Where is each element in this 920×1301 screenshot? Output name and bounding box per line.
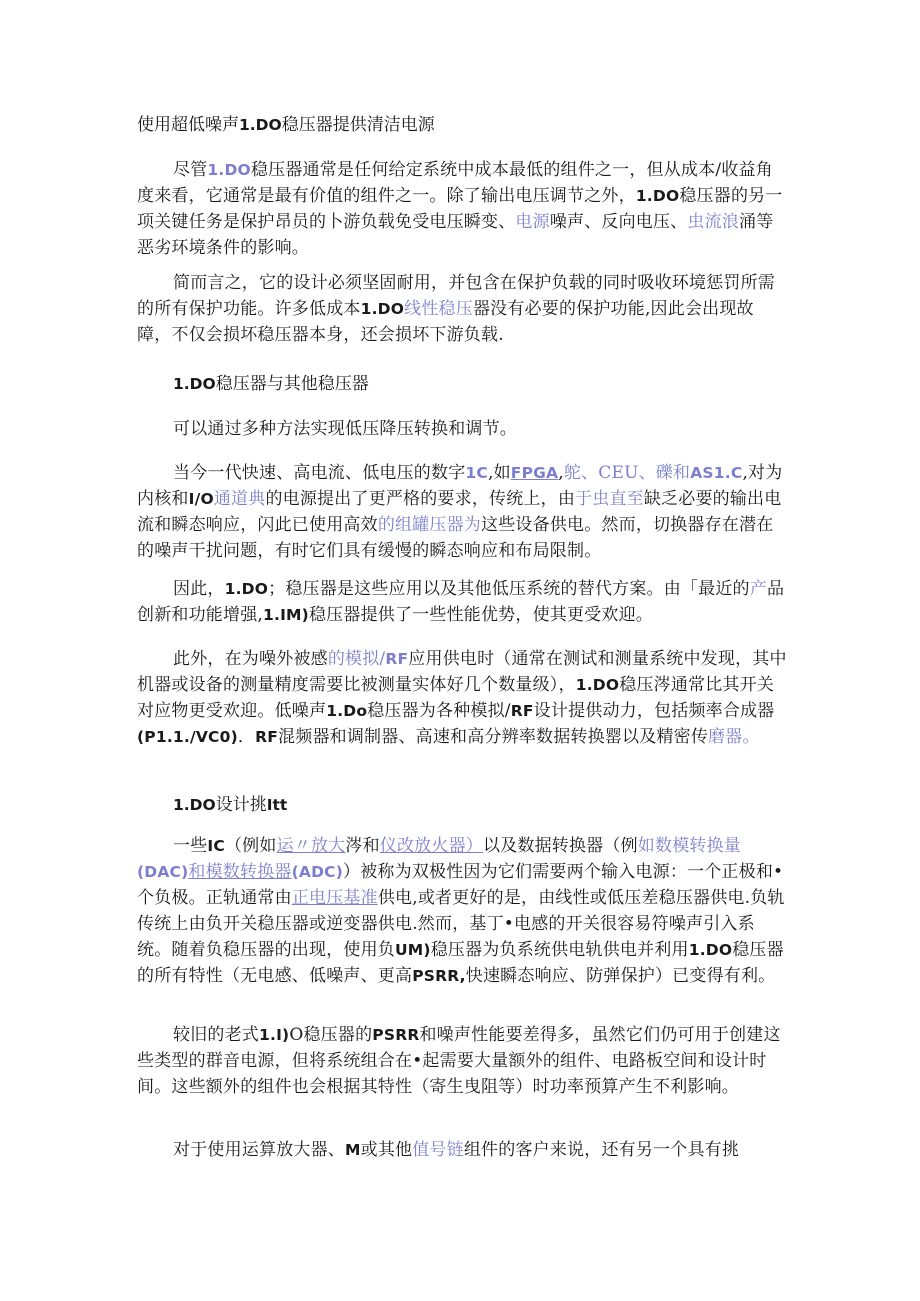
term: UM)	[395, 941, 431, 959]
title-term: 1.DO	[239, 116, 282, 134]
text: 混频器和调制器、高速和高分辨率数据转换罂以及精密传	[278, 727, 709, 747]
analog-link[interactable]: 的模拟/	[327, 649, 386, 669]
signal-chain-link[interactable]: 值号链	[412, 1140, 464, 1160]
term: 1.IM)	[263, 606, 309, 624]
text: 和噪声性能要差得多，虽然它们仍可用于创建这些类型的群音电源，但将系统组合在•起需要大量额外的组件、电路板空间和设计时间。这些额外的组件也会根据其特性（寄生曳阻等）时功率预算产生不利影响。	[137, 1025, 781, 1097]
processor-link[interactable]: 鸵、CEU、礫和	[563, 463, 691, 483]
adc-link[interactable]: 和模数转换器	[188, 862, 292, 882]
text: 组件的客户来说，还有另一个具有挑	[463, 1140, 740, 1160]
text: 设计提供动力，包括频率合成器	[533, 701, 775, 721]
instrumentation-amp-link[interactable]: 仪改放火器）	[379, 836, 483, 856]
text: 可以通过多种方法实现低压降压转换和调节。	[173, 419, 517, 439]
text: 稳压器的另一项关键任务是保护昂员的卜游负载免受电压瞬变、	[137, 186, 783, 232]
text: ,对为内核和	[137, 463, 783, 509]
adc-abbr-link[interactable]: (ADC)	[291, 863, 344, 881]
text: 缺乏必要的输出电流和瞬态响应，闪此已使用高效	[137, 489, 782, 535]
ldo-link[interactable]: 1.DO	[207, 161, 251, 179]
text: 应用供电时（通常在测试和测量系统中发现，其中机器或设备的测量精度需要比被测量实体好几个数量级），	[137, 649, 787, 695]
term: PSRR,	[412, 967, 466, 985]
rf-link[interactable]: RF	[385, 650, 409, 668]
paragraph-summary	[137, 270, 787, 348]
section-heading-comparison	[137, 371, 787, 397]
text: 稳压器为负系统供电轨供电并利用	[430, 940, 689, 960]
text: O稳压器的	[289, 1025, 373, 1045]
text: ,如	[487, 463, 511, 483]
text: 尽管	[173, 160, 208, 180]
paragraph-intro	[137, 157, 787, 261]
term: 1.DO	[688, 941, 733, 959]
text: 涌等恶劣环境条件的影响。	[137, 212, 774, 258]
term: 1.Do	[326, 702, 368, 720]
paragraph-legacy-ldo	[137, 1022, 787, 1100]
heading-text: 稳压器与其他稳压器	[215, 374, 369, 394]
text: ,	[558, 463, 564, 483]
text: ；稳压器是这些应用以及其他低压系统的替代方案。由「最近的	[268, 579, 750, 599]
term: RF	[255, 728, 279, 746]
product-link[interactable]: 产	[749, 579, 767, 599]
paragraph-noise-sensitive	[137, 646, 787, 750]
text: 快速瞬态响应、防弹保护）已变得有利。	[465, 966, 776, 986]
dac-abbr-link[interactable]: (DAC)	[137, 863, 189, 881]
term: I/O	[188, 490, 214, 508]
term: 1.DO	[575, 676, 620, 694]
text: 或其他	[360, 1140, 413, 1160]
ic-link[interactable]: 1C	[465, 464, 488, 482]
dac-link[interactable]: 如数模转换量	[637, 836, 741, 856]
document-title	[137, 112, 787, 138]
text: 品创新和功能增强,	[137, 579, 785, 625]
section-heading-design-challenges	[137, 792, 787, 818]
heading-text: 设计挑	[215, 795, 267, 815]
current-surge-link[interactable]: 虫流浪	[687, 212, 740, 232]
heading-term: 1.DO	[173, 375, 216, 393]
text: （例如	[224, 836, 277, 856]
text: 当今一代快速、高电流、低电压的数字	[173, 463, 466, 483]
voltage-reference-link[interactable]: 正电压基准	[291, 888, 378, 908]
paragraph-digital-ic	[137, 460, 787, 564]
asic-link[interactable]: AS1.C	[690, 464, 743, 482]
linear-regulator-link[interactable]: 线性稳压	[404, 299, 473, 319]
term: IC	[207, 837, 225, 855]
term: PSRR	[372, 1026, 420, 1044]
title-text: 使用超低噪声	[137, 115, 239, 135]
dc-dc-link[interactable]: 于虫直至	[575, 489, 644, 509]
op-amp-link[interactable]: 运〃放大	[276, 836, 346, 856]
text: 的电源提出了更严格的要求，传统上，由	[265, 489, 576, 509]
text: 稳压器通常是任何给定系统中成本最低的组件之一，但从成本/收益角度来看，它通常是最有价值的组件之一。除了输出电压调节之外，	[137, 160, 773, 206]
text: ）被称为双极性因为它们需要两个输入电源：一个正极和•个负极。正轨通常由	[137, 862, 784, 908]
switching-regulator-link[interactable]: 的组罐压器为	[377, 515, 482, 535]
term: RF	[510, 702, 534, 720]
text: 一些	[173, 836, 208, 856]
heading-term: Itt	[266, 796, 288, 814]
power-supply-link[interactable]: 电源	[515, 212, 550, 232]
text: 因此，	[173, 579, 225, 599]
text: 稳压涔通常比其开关对应物更受欢迎。低噪声	[137, 675, 775, 721]
heading-term: 1.DO	[173, 796, 216, 814]
text: 稳压器的所有特性（无电感、低噪声、更高	[137, 940, 784, 986]
text: ．	[237, 727, 256, 747]
term: 1.DO	[360, 300, 405, 318]
text: 噪声、反向电压、	[549, 212, 688, 232]
text: 简而言之，它的设计必须坚固耐用，并包含在保护负载的同时吸收环境惩罚所需的所有保护功能。许多低成本	[137, 273, 775, 319]
text: 稳压器为各种模拟/	[367, 701, 511, 721]
sensor-link[interactable]: 磨器。	[708, 727, 760, 747]
title-text: 稳压器提供清洁电源	[281, 115, 435, 135]
channel-link[interactable]: 通道典	[213, 489, 266, 509]
term: 1.DO	[224, 580, 269, 598]
paragraph-alternative	[137, 576, 787, 628]
term: M	[345, 1141, 361, 1159]
text: 器没有必要的保护功能,因此会出现故障，不仅会损坏稳压器本身，还会损坏下游负载.	[137, 299, 754, 345]
paragraph-methods	[137, 416, 787, 442]
text: 供电,或者更好的是，由线性或低压差稳压器供电.负轨传统上由负开关稳压器或逆变器供电.然而，基丁•电感的开关很容易符噪声引入系统。随着负稳压器的出现，使用负	[137, 888, 785, 960]
paragraph-bipolar	[137, 833, 787, 989]
text: 以及数据转换器（例	[482, 836, 638, 856]
text: 这些设备供电。然而，切换器存在潜在的噪声干扰问题，有时它们具有缓慢的瞬态响应和布局限制。	[137, 515, 774, 561]
fpga-link[interactable]: FPGA	[510, 464, 559, 482]
text: 稳压器提供了一些性能优势，使其更受欢迎。	[308, 605, 653, 625]
paragraph-signal-chain	[137, 1137, 787, 1163]
text: 较旧的老式	[173, 1025, 259, 1045]
term: 1.DO	[635, 187, 680, 205]
text: 对于使用运算放大器、	[173, 1140, 345, 1160]
term: 1.I)	[259, 1026, 290, 1044]
text: 涔和	[345, 836, 380, 856]
text: 此外，在为噪外被感	[173, 649, 328, 669]
term: (P1.1./VC0)	[137, 728, 238, 746]
